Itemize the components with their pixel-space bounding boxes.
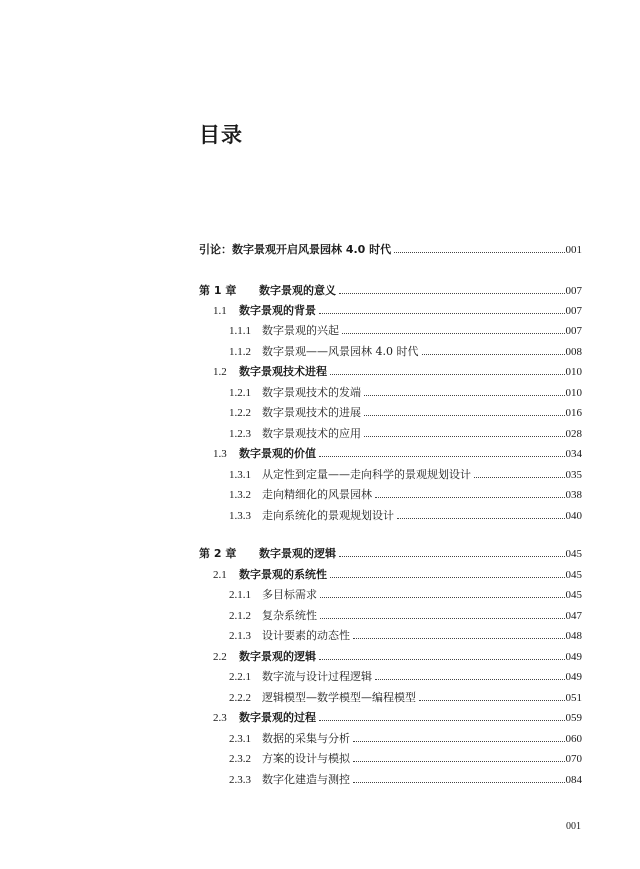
dot-leader [364, 394, 565, 396]
item-number: 1.3.3 [229, 510, 251, 522]
dot-leader [339, 292, 565, 294]
dot-leader [320, 617, 565, 619]
toc-section-2-1[interactable] [213, 567, 582, 583]
section-title: 数字景观的过程 [239, 711, 316, 724]
toc-item-1-3-3[interactable] [229, 508, 582, 524]
section-number: 1.1 [213, 305, 227, 317]
page-title: 目录 [199, 123, 243, 147]
dot-leader [353, 740, 565, 742]
dot-leader [330, 373, 565, 375]
toc-item-2-3-2[interactable] [229, 751, 582, 767]
item-number: 2.1.3 [229, 630, 251, 642]
item-title: 设计要素的动态性 [262, 629, 350, 642]
item-title: 逻辑模型—数学模型—编程模型 [262, 691, 416, 704]
toc-page-number: 045 [565, 548, 582, 560]
item-number: 1.2.2 [229, 407, 251, 419]
item-title: 数字景观的兴起 [262, 324, 339, 337]
section-title: 数字景观的价值 [239, 447, 316, 460]
dot-leader [342, 332, 565, 334]
chapter-title: 数字景观的意义 [259, 284, 336, 297]
section-title: 数字景观的背景 [239, 304, 316, 317]
toc-chapter-2[interactable] [199, 546, 582, 562]
item-number: 1.2.1 [229, 387, 251, 399]
section-number: 1.3 [213, 448, 227, 460]
toc-page-number: 084 [565, 774, 582, 786]
section-number: 2.1 [213, 569, 227, 581]
item-title: 方案的设计与模拟 [262, 752, 350, 765]
toc-page-number: 010 [565, 366, 582, 378]
toc-item-2-3-3[interactable] [229, 772, 582, 788]
toc-item-2-1-3[interactable] [229, 628, 582, 644]
toc-page-number: 047 [565, 610, 582, 622]
toc-page-number: 059 [565, 712, 582, 724]
item-number: 1.2.3 [229, 428, 251, 440]
toc-section-1-2[interactable] [213, 364, 582, 380]
toc-page-number: 016 [565, 407, 582, 419]
section-number: 2.2 [213, 651, 227, 663]
toc-item-2-2-1[interactable] [229, 669, 582, 685]
chapter-number: 第 1 章 [199, 284, 237, 297]
item-number: 2.3.3 [229, 774, 251, 786]
dot-leader [319, 719, 565, 721]
dot-leader [375, 678, 565, 680]
toc-section-1-3[interactable] [213, 446, 582, 462]
section-title: 数字景观的逻辑 [239, 650, 316, 663]
item-number: 2.1.1 [229, 589, 251, 601]
dot-leader [422, 353, 565, 355]
item-number: 1.1.1 [229, 325, 251, 337]
toc-page-number: 049 [565, 671, 582, 683]
item-title: 数字流与设计过程逻辑 [262, 670, 372, 683]
item-number: 2.3.1 [229, 733, 251, 745]
toc-item-1-1-1[interactable] [229, 323, 582, 339]
toc-item-1-3-1[interactable] [229, 467, 582, 483]
toc-item-2-2-2[interactable] [229, 690, 582, 706]
section-number: 2.3 [213, 712, 227, 724]
dot-leader [364, 435, 565, 437]
toc-item-1-1-2[interactable] [229, 344, 582, 360]
item-number: 1.1.2 [229, 346, 251, 358]
toc-entry-title: 引论：数字景观开启风景园林 4.0 时代 [199, 243, 392, 256]
toc-page-number: 049 [565, 651, 582, 663]
dot-leader [319, 658, 565, 660]
item-title: 数据的采集与分析 [262, 732, 350, 745]
toc-page-number: 035 [565, 469, 582, 481]
dot-leader [394, 251, 564, 253]
item-title: 走向系统化的景观规划设计 [262, 509, 394, 522]
item-number: 2.2.2 [229, 692, 251, 704]
dot-leader [353, 760, 565, 762]
toc-page-number: 007 [565, 325, 582, 337]
item-number: 2.3.2 [229, 753, 251, 765]
chapter-number: 第 2 章 [199, 547, 237, 560]
toc-section-1-1[interactable] [213, 303, 582, 319]
item-number: 2.1.2 [229, 610, 251, 622]
dot-leader [320, 596, 565, 598]
chapter-title: 数字景观的逻辑 [259, 547, 336, 560]
toc-page-number: 051 [565, 692, 582, 704]
item-number: 2.2.1 [229, 671, 251, 683]
item-number: 1.3.1 [229, 469, 251, 481]
toc-page-number: 048 [565, 630, 582, 642]
section-title: 数字景观的系统性 [239, 568, 327, 581]
toc-page-number: 034 [565, 448, 582, 460]
footer-page-number: 001 [566, 821, 581, 832]
toc-page-number: 045 [565, 589, 582, 601]
toc-page-number: 038 [565, 489, 582, 501]
toc-page-number: 010 [565, 387, 582, 399]
dot-leader [375, 496, 565, 498]
toc-item-2-3-1[interactable] [229, 731, 582, 747]
item-title: 复杂系统性 [262, 609, 317, 622]
toc-page-number: 070 [565, 753, 582, 765]
toc-page-number: 001 [565, 244, 582, 256]
dot-leader [330, 576, 565, 578]
toc-item-1-2-2[interactable] [229, 405, 582, 421]
dot-leader [339, 555, 565, 557]
toc-item-2-1-2[interactable] [229, 608, 582, 624]
dot-leader [419, 699, 565, 701]
toc-page-number: 060 [565, 733, 582, 745]
toc-item-1-2-3[interactable] [229, 426, 582, 442]
toc-page-number: 045 [565, 569, 582, 581]
item-title: 数字景观——风景园林 4.0 时代 [262, 345, 419, 358]
item-title: 从定性到定量——走向科学的景观规划设计 [262, 468, 471, 481]
toc-intro[interactable] [199, 242, 582, 258]
dot-leader [319, 455, 565, 457]
item-title: 数字化建造与测控 [262, 773, 350, 786]
dot-leader [353, 637, 565, 639]
item-title: 数字景观技术的应用 [262, 427, 361, 440]
dot-leader [397, 517, 565, 519]
toc-page-number: 008 [565, 346, 582, 358]
item-title: 多目标需求 [262, 588, 317, 601]
toc-page-number: 007 [565, 305, 582, 317]
toc-page-number: 007 [565, 285, 582, 297]
toc-section-2-3[interactable] [213, 710, 582, 726]
dot-leader [319, 312, 565, 314]
dot-leader [364, 414, 565, 416]
item-title: 数字景观技术的发端 [262, 386, 361, 399]
item-title: 走向精细化的风景园林 [262, 488, 372, 501]
dot-leader [353, 781, 565, 783]
toc-item-1-2-1[interactable] [229, 385, 582, 401]
toc-item-1-3-2[interactable] [229, 487, 582, 503]
item-title: 数字景观技术的进展 [262, 406, 361, 419]
toc-page-number: 040 [565, 510, 582, 522]
item-number: 1.3.2 [229, 489, 251, 501]
toc-item-2-1-1[interactable] [229, 587, 582, 603]
section-number: 1.2 [213, 366, 227, 378]
dot-leader [474, 476, 565, 478]
toc-page-number: 028 [565, 428, 582, 440]
toc-section-2-2[interactable] [213, 649, 582, 665]
section-title: 数字景观技术进程 [239, 365, 327, 378]
toc-chapter-1[interactable] [199, 283, 582, 299]
